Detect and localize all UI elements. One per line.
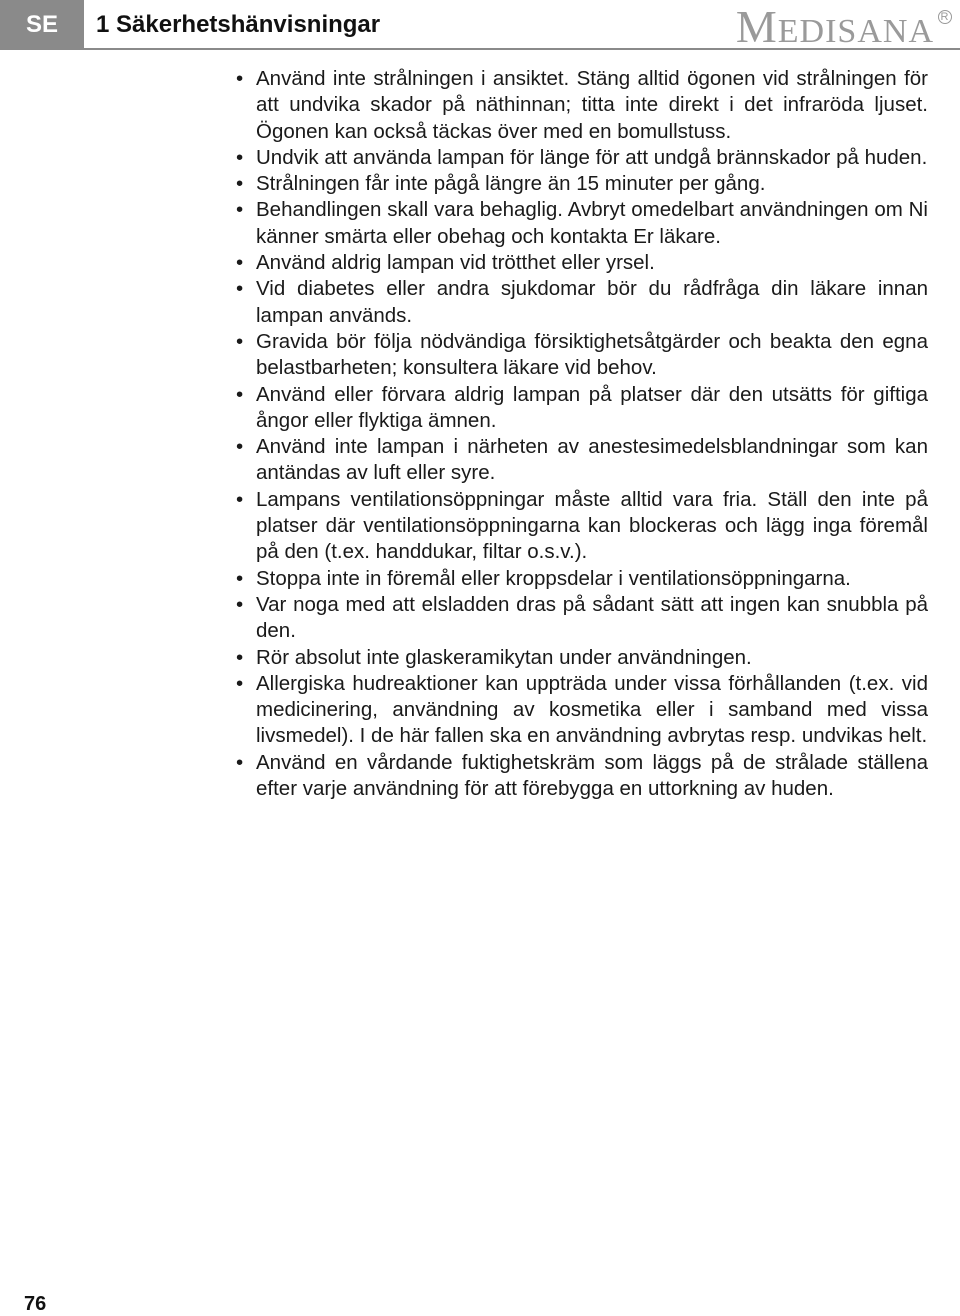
list-item: • Använd aldrig lampan vid trötthet eller yrsel. xyxy=(234,250,928,276)
medisana-logo xyxy=(735,0,950,53)
list-item: • Gravida bör följa nödvändiga försiktighetsåtgärder och beakta den egna belastbarheten; konsultera läkare vid behov. xyxy=(234,329,928,382)
list-item: • Använd inte lampan i närheten av anestesimedelsblandningar som kan antändas av luft eller syre. xyxy=(234,434,928,487)
section-title: 1 Säkerhetshänvisningar xyxy=(96,11,381,38)
list-item: • Strålningen får inte pågå längre än 15 minuter per gång. xyxy=(234,171,928,197)
logo-initial: M xyxy=(735,1,778,52)
page-number: 76 xyxy=(24,1293,47,1315)
list-item: • Behandlingen skall vara behaglig. Avbryt omedelbart användningen om Ni känner smärta eller obehag och kontakta Er läkare. xyxy=(234,197,928,250)
list-item: • Använd inte strålningen i ansiktet. Stäng alltid ögonen vid strålningen för att undvika skador på näthinnan; titta inte direkt i det infraröda ljuset. Ögonen kan också täckas över med en bomullstuss. xyxy=(234,66,928,145)
list-item: • Lampans ventilationsöppningar måste alltid vara fria. Ställ den inte på platser där ventilationsöppningarna kan blockeras och lägg inga föremål på den (t.ex. handdukar, filtar o.s.v.). xyxy=(234,487,928,566)
list-item: • Allergiska hudreaktioner kan uppträda under vissa förhållanden (t.ex. vid medicinering, användning av kosmetika eller i samband med vissa livsmedel). I de här fallen ska en användning avbrytas resp. undvikas helt. xyxy=(234,671,928,750)
list-item: • Vid diabetes eller andra sjukdomar bör du rådfråga din läkare innan lampan används. xyxy=(234,276,928,329)
logo-rest: EDISANA xyxy=(777,13,934,50)
registered-mark-icon: R xyxy=(938,10,952,24)
list-item: • Stoppa inte in föremål eller kroppsdelar i ventilationsöppningarna. xyxy=(234,566,928,592)
list-item: • Använd en vårdande fuktighetskräm som läggs på de strålade ställena efter varje användning för att förebygga en uttorkning av huden. xyxy=(234,750,928,803)
language-tab: SE xyxy=(0,0,84,50)
list-item: • Var noga med att elsladden dras på sådant sätt att ingen kan snubbla på den. xyxy=(234,592,928,645)
list-item: • Rör absolut inte glaskeramikytan under användningen. xyxy=(234,645,928,671)
safety-instructions-list xyxy=(234,66,928,802)
page-header xyxy=(0,0,960,52)
list-item: • Använd eller förvara aldrig lampan på platser där den utsätts för giftiga ångor eller flyktiga ämnen. xyxy=(234,382,928,435)
list-item: • Undvik att använda lampan för länge för att undgå brännskador på huden. xyxy=(234,145,928,171)
